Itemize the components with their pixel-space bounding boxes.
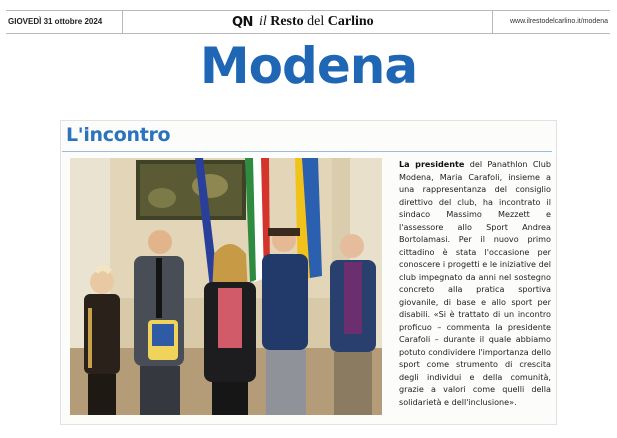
article-lead: La presidente	[399, 159, 465, 169]
qn-logo: QN	[232, 14, 253, 30]
newspaper-url: www.ilrestodelcarlino.it/modena	[509, 18, 608, 25]
logo-resto: Resto	[270, 14, 304, 29]
header-divider	[122, 11, 123, 33]
group-photo	[70, 158, 382, 415]
article-kicker: L'incontro	[66, 124, 171, 146]
masthead-logo	[232, 13, 374, 31]
section-title: Modena	[199, 37, 418, 95]
article-body	[399, 158, 551, 408]
kicker-rule	[62, 151, 552, 152]
header-divider	[492, 11, 493, 33]
logo-carlino: Carlino	[327, 14, 374, 29]
group-photo-illustration	[70, 158, 382, 415]
logo-del: del	[307, 14, 325, 29]
issue-date: GIOVEDÌ 31 ottobre 2024	[8, 17, 103, 26]
resto-del-carlino-logo	[259, 14, 374, 30]
article-text: del Panathlon Club Modena, Maria Carafoli, insieme a una rappresentanza del consiglio direttivo del club, ha incontrato il sindaco Massimo Mezzett e l'assessore allo Sport Andrea Bortolamasi. Per il nuovo primo cittadino è stata l'occasione per conoscere i progetti e le iniziative del club impegnato da anni nel sostegno concreto alla pratica sportiva giovanile, di base e allo sport per disabili. «Si è trattato di un incontro proficuo – commenta la presidente Carafoli – durante il quale abbiamo potuto condividere l'importanza dello sport come strumento di crescita degli individui e della comunità, grazie a valori come quelli della solidarietà e dell'inclusione».	[399, 159, 551, 407]
logo-il: il	[258, 14, 267, 29]
newspaper-header-bar	[6, 10, 610, 34]
